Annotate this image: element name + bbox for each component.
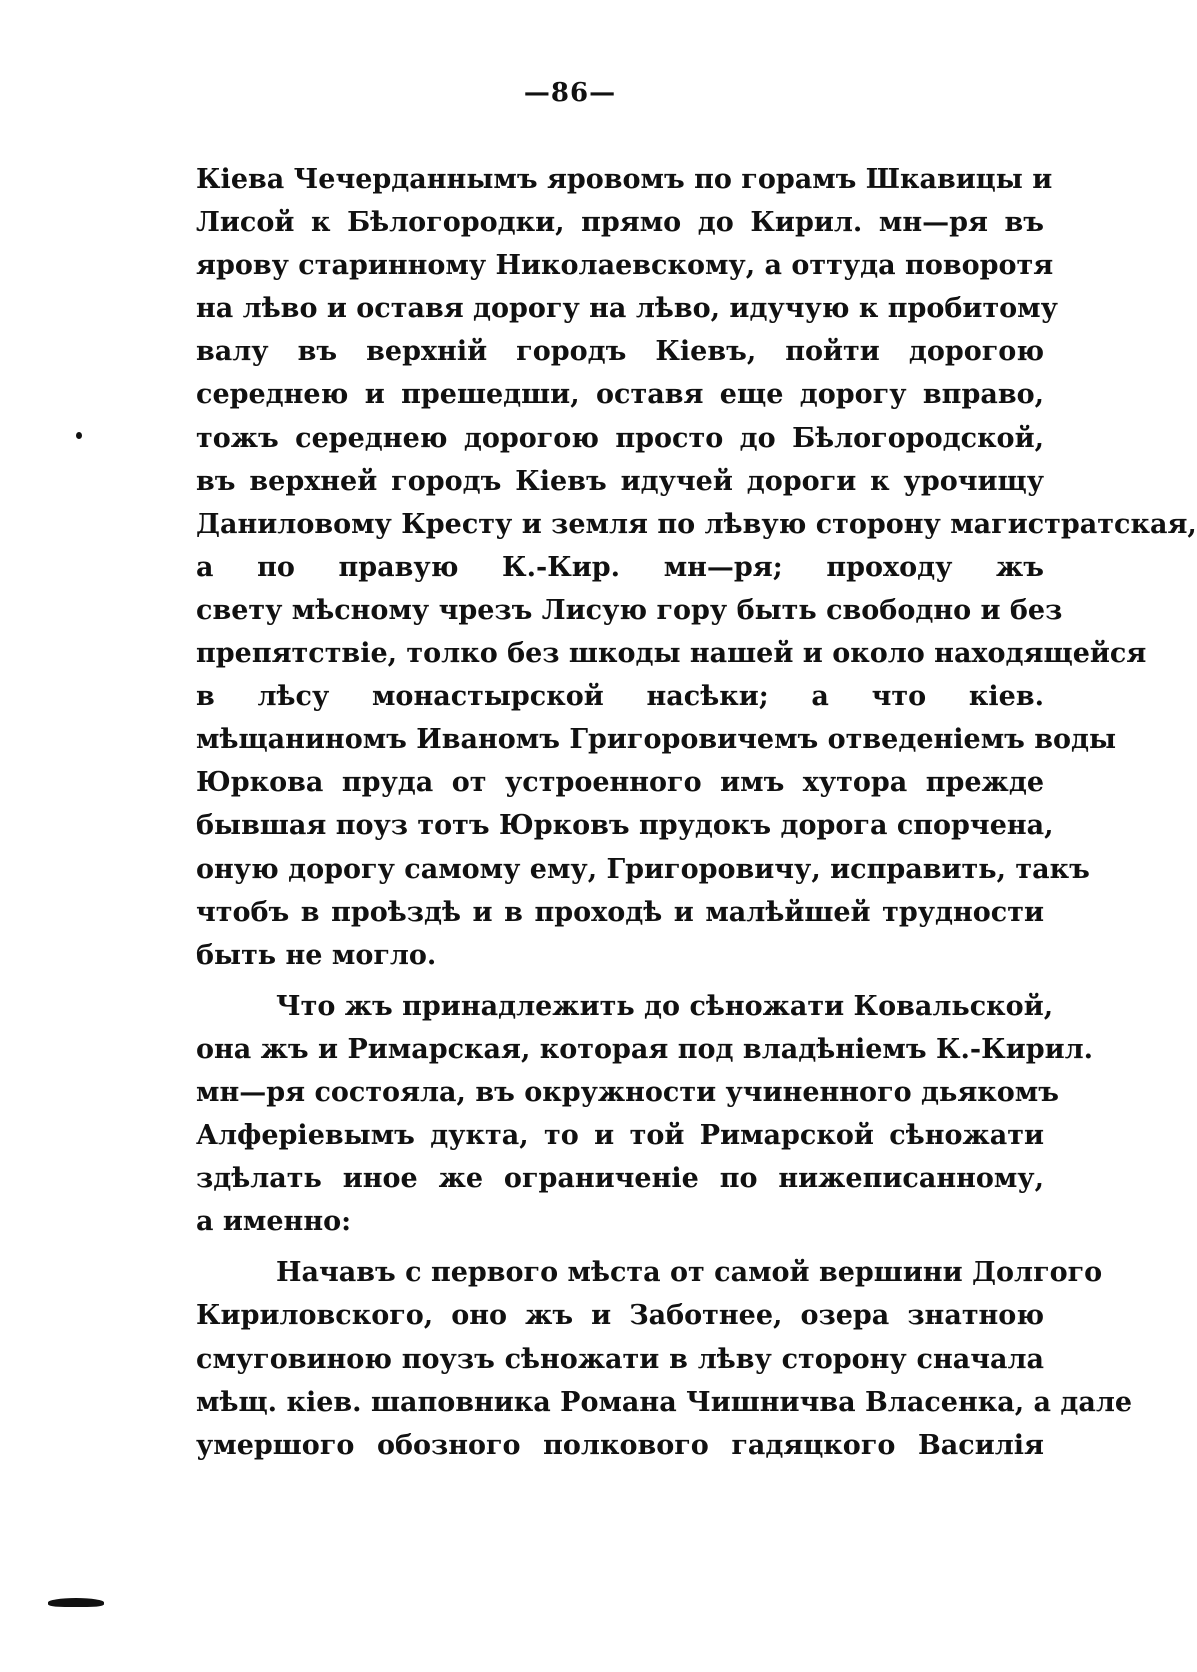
ink-spot: [76, 432, 82, 439]
text-line: свету мѣсному чрезъ Лисую гору быть свободно и без: [196, 594, 1063, 626]
text-line: мн—ря состояла, въ окружности учиненного дьякомъ: [196, 1076, 1059, 1108]
text-line: а по правую К.-Кир. мн—ря; проходу жъ: [196, 551, 1044, 583]
text-line: быть не могло.: [196, 939, 437, 971]
text-line: мѣщ. кiев. шаповника Романа Чишничва Власенка, а дале: [196, 1386, 1133, 1418]
text-line: чтобъ в проѣздѣ и в проходѣ и малѣйшей трудности: [196, 896, 1044, 928]
text-line: валу въ верхній городъ Кіевъ, пойти дорогою: [196, 336, 1044, 368]
text-line: она жъ и Римарская, которая под владѣніемъ К.-Кирил.: [196, 1033, 1094, 1065]
text-line: Что жъ принадлежить до сѣножати Ковальской,: [276, 990, 1054, 1022]
text-line: Кириловского, оно жъ и Заботнее, озера знатною: [196, 1300, 1044, 1332]
text-line: середнею и прешедши, оставя еще дорогу вправо,: [196, 379, 1044, 411]
text-line: ярову старинному Николаевскому, а оттуда поворотя: [196, 250, 1054, 282]
paragraph-1: [196, 158, 1197, 977]
text-line: умершого обозного полкового гадяцкого Василія: [196, 1429, 1044, 1461]
text-line: въ верхней городъ Кіевъ идучей дороги к урочищу: [196, 465, 1044, 497]
page-number: —86—: [523, 78, 617, 108]
text-line: мѣщаниномъ Иваномъ Григоровичемъ отведеніемъ воды: [196, 724, 1117, 756]
text-line: Начавъ с первого мѣста от самой вершини Долгого: [276, 1257, 1103, 1289]
text-line: на лѣво и оставя дорогу на лѣво, идучую к пробитому: [196, 293, 1058, 325]
text-line: препятствіе, толко без шкоды нашей и около находящейся: [196, 638, 1147, 670]
text-body: [196, 158, 1197, 1475]
text-line: Лисой к Бѣлогородки, прямо до Кирил. мн—ря въ: [196, 207, 1044, 239]
text-line: Алферіевымъ дукта, то и той Римарской сѣножати: [196, 1120, 1044, 1152]
text-line: здѣлать иное же ограниченіе по нижеписанному,: [196, 1163, 1044, 1195]
text-line: Кіева Чечерданнымъ яровомъ по горамъ Шкавицы и: [196, 164, 1053, 195]
ink-blot: [48, 1598, 104, 1607]
text-line: Юркова пруда от устроенного имъ хутора прежде: [196, 767, 1044, 799]
paragraph-2: [196, 985, 1094, 1244]
text-line: оную дорогу самому ему, Григоровичу, исправить, такъ: [196, 853, 1090, 885]
text-line: смуговиною поузъ сѣножати в лѣву сторону сначала: [196, 1343, 1044, 1375]
text-line: в лѣсу монастырской насѣки; а что кiев.: [196, 681, 1044, 713]
text-line: бывшая поуз тотъ Юрковъ прудокъ дорога спорчена,: [196, 810, 1054, 842]
text-line: а именно:: [196, 1206, 352, 1238]
paragraph-3: [196, 1251, 1133, 1466]
text-line: тожъ середнею дорогою просто до Бѣлогородской,: [196, 422, 1044, 454]
text-line: Даниловому Кресту и земля по лѣвую сторону магистратская,: [196, 508, 1197, 540]
